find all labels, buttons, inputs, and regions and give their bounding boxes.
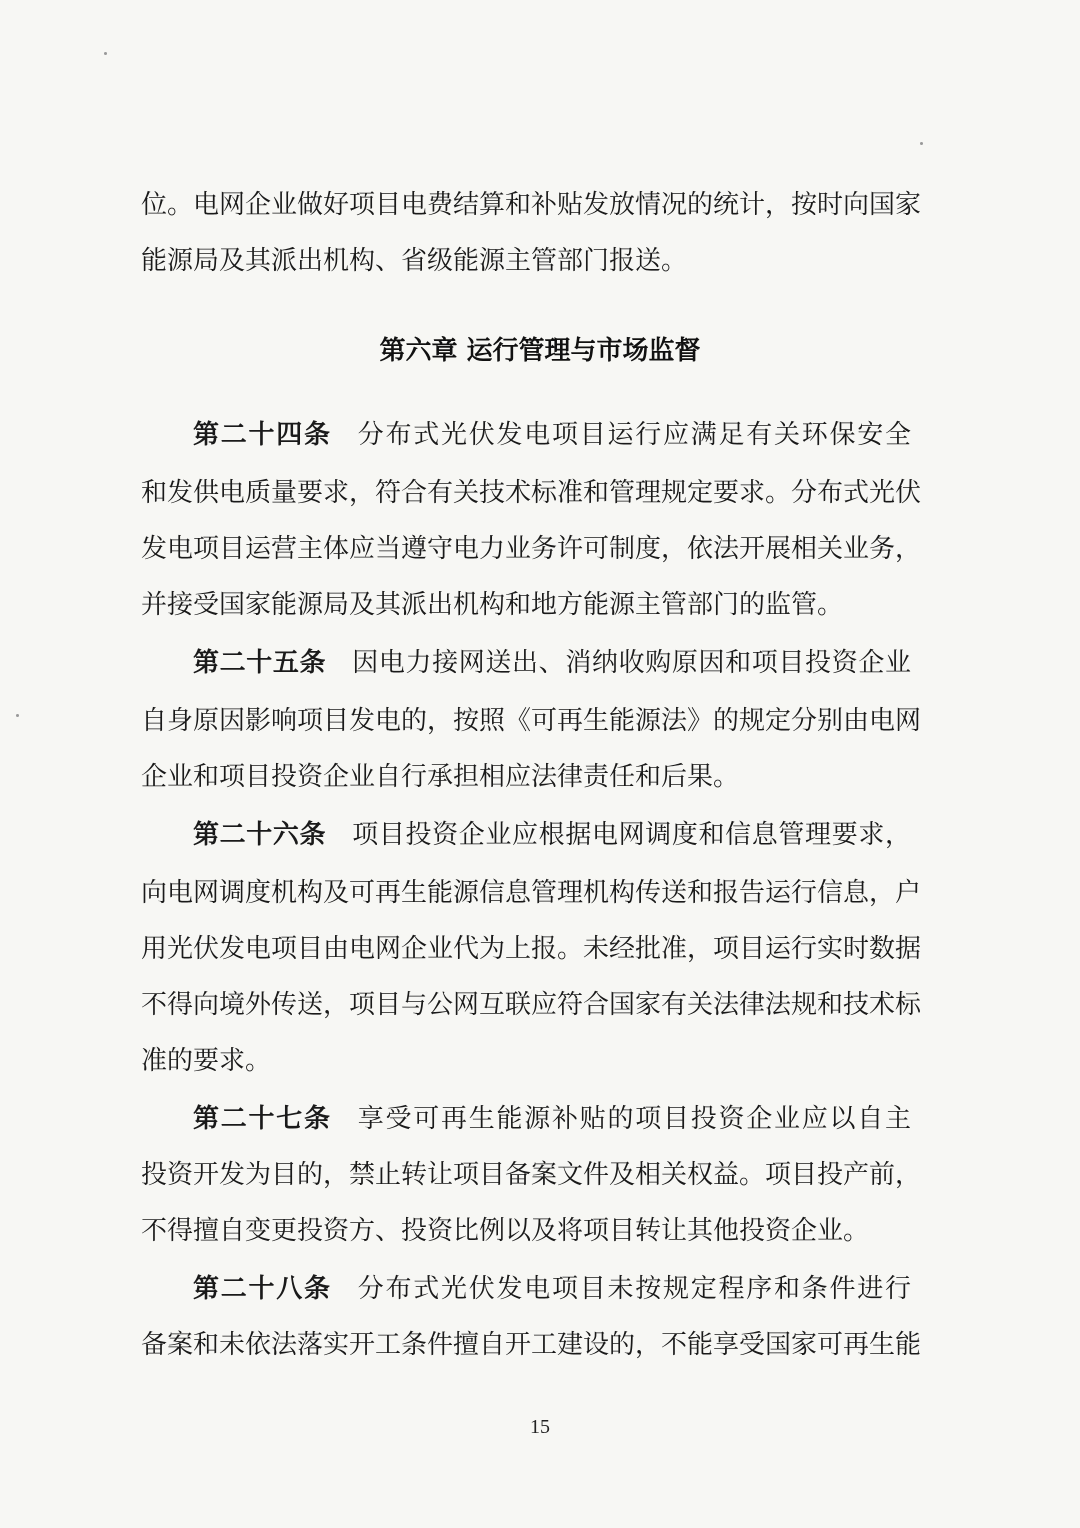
article-28-label: 第二十八条 (193, 1274, 332, 1304)
article-24-line: 发电项目运营主体应当遵守电力业务许可制度，依法开展相关业务， (141, 534, 922, 564)
article-27-line: 投资开发为目的，禁止转让项目备案文件及相关权益。项目投产前， (141, 1160, 922, 1190)
article-27-first-text: 享受可再生能源补贴的项目投资企业应以自主 (357, 1104, 911, 1134)
intro-line-1: 位。电网企业做好项目电费结算和补贴发放情况的统计，按时向国家 (141, 190, 922, 220)
article-24-first-line (193, 420, 911, 450)
article-24-first-text: 分布式光伏发电项目运行应满足有关环保安全 (357, 420, 911, 450)
article-25-first-text: 因电力接网送出、消纳收购原因和项目投资企业 (352, 648, 911, 678)
article-26-line: 向电网调度机构及可再生能源信息管理机构传送和报告运行信息，户 (141, 878, 922, 908)
article-28-line: 备案和未依法落实开工条件擅自开工建设的，不能享受国家可再生能 (141, 1330, 922, 1360)
article-26-label: 第二十六条 (193, 820, 327, 850)
article-27-label: 第二十七条 (193, 1104, 332, 1134)
article-27-line: 不得擅自变更投资方、投资比例以及将项目转让其他投资企业。 (141, 1216, 870, 1246)
article-28-first-text: 分布式光伏发电项目未按规定程序和条件进行 (357, 1274, 911, 1304)
article-24-label: 第二十四条 (193, 420, 332, 450)
chapter-title: 第六章 运行管理与市场监督 (379, 336, 701, 366)
intro-line-2: 能源局及其派出机构、省级能源主管部门报送。 (141, 246, 688, 276)
article-26-first-line (193, 820, 911, 850)
article-26-line: 准的要求。 (141, 1046, 272, 1076)
article-25-line: 自身原因影响项目发电的，按照《可再生能源法》的规定分别由电网 (141, 706, 922, 736)
article-26-first-text: 项目投资企业应根据电网调度和信息管理要求， (352, 820, 911, 850)
scan-speck (104, 52, 107, 55)
article-26-line: 用光伏发电项目由电网企业代为上报。未经批准，项目运行实时数据 (141, 934, 922, 964)
scan-speck (16, 714, 19, 717)
scan-speck (920, 142, 923, 145)
article-24-line: 并接受国家能源局及其派出机构和地方能源主管部门的监管。 (141, 590, 844, 620)
page-number: 15 (530, 1416, 550, 1438)
article-28-first-line (193, 1274, 911, 1304)
article-27-first-line (193, 1104, 911, 1134)
article-25-first-line (193, 648, 911, 678)
article-25-label: 第二十五条 (193, 648, 327, 678)
article-25-line: 企业和项目投资企业自行承担相应法律责任和后果。 (141, 762, 740, 792)
article-24-line: 和发供电质量要求，符合有关技术标准和管理规定要求。分布式光伏 (141, 478, 922, 508)
article-26-line: 不得向境外传送，项目与公网互联应符合国家有关法律法规和技术标 (141, 990, 922, 1020)
